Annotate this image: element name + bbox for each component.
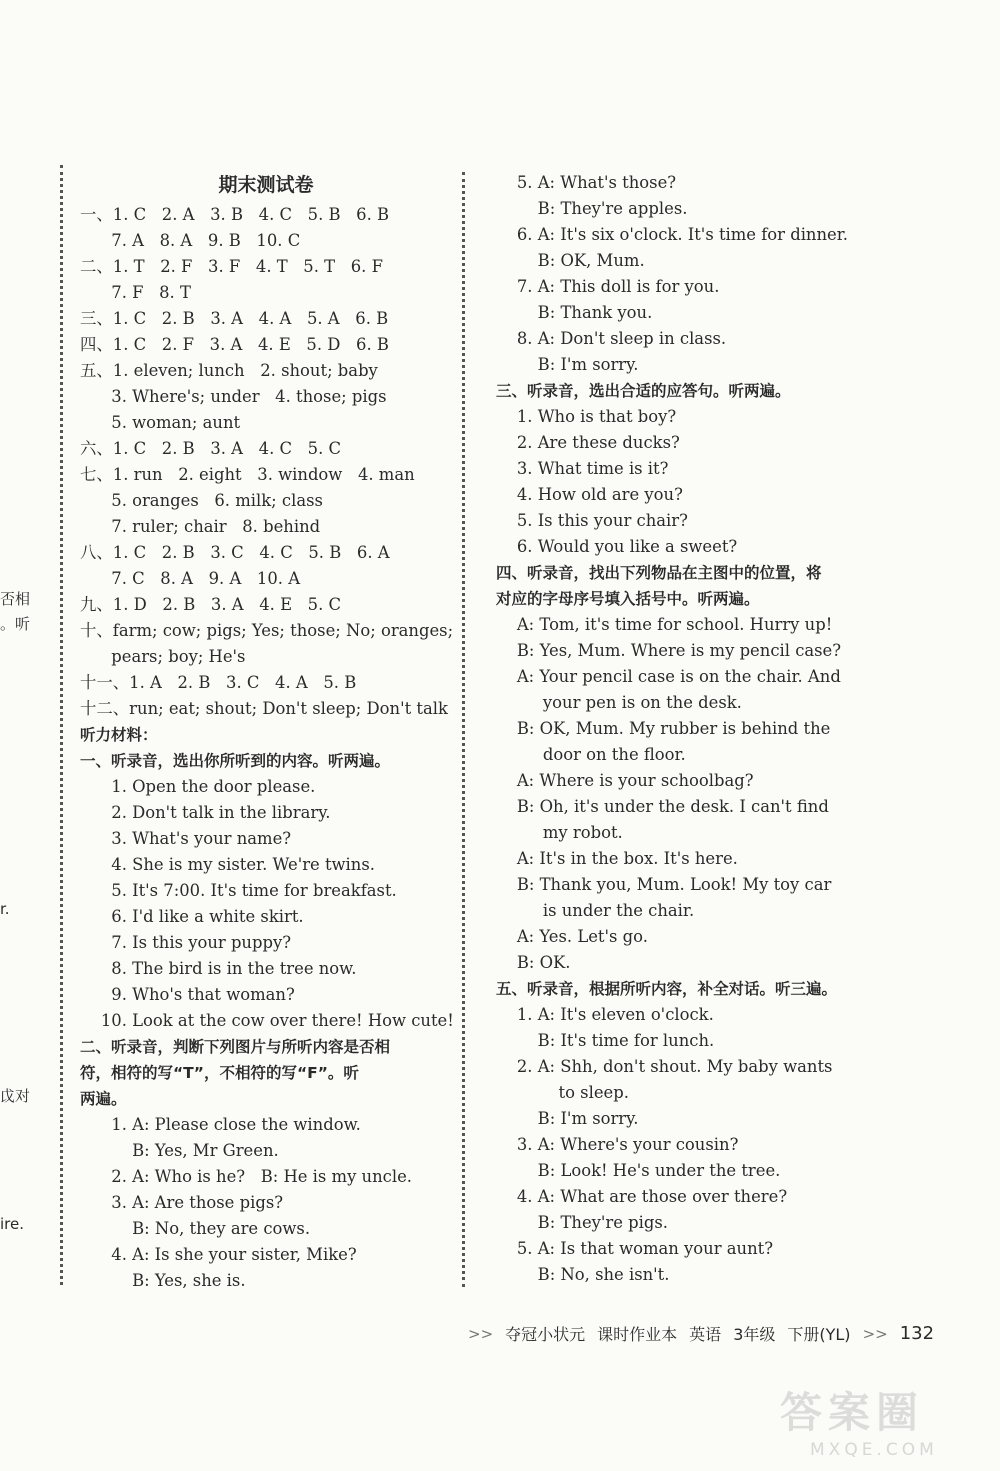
text-line: 3. What's your name? [80,829,292,848]
footer-grade: 3年级 [733,1325,776,1344]
footer-volume: 下册(YL) [787,1325,851,1344]
text-line: B: Thank you. [496,303,653,322]
text-line: 2. A: Who is he? B: He is my uncle. [80,1167,412,1186]
text-line: 7. F 8. T [80,283,191,302]
text-line: 四、1. C 2. F 3. A 4. E 5. D 6. B [80,335,389,354]
text-line: 2. A: Shh, don't shout. My baby wants [496,1057,833,1076]
text-line: 1. Who is that boy? [496,407,677,426]
text-line: B: OK, Mum. My rubber is behind the [496,719,831,738]
center-dotted-divider [462,172,465,1287]
text-line: 1. Open the door please. [80,777,316,796]
text-line: A: Your pencil case is on the chair. And [496,667,841,686]
text-line: 三、1. C 2. B 3. A 4. A 5. A 6. B [80,309,389,328]
text-line: 1. A: It's eleven o'clock. [496,1005,714,1024]
listening-script [496,170,966,1288]
text-line: 7. Is this your puppy? [80,933,292,952]
text-line: 6. Would you like a sweet? [496,537,738,556]
text-line: B: I'm sorry. [496,355,639,374]
text-line: 9. Who's that woman? [80,985,295,1004]
text-line: 4. How old are you? [496,485,683,504]
text-line: B: Yes, she is. [80,1271,246,1290]
watermark-url: MXQE.COM [810,1440,938,1460]
text-line: 2. Don't talk in the library. [80,803,331,822]
text-line: 三、听录音，选出合适的应答句。听两遍。 [496,382,791,400]
text-line: 3. A: Where's your cousin? [496,1135,739,1154]
text-line: 4. She is my sister. We're twins. [80,855,375,874]
text-line: B: Yes, Mum. Where is my pencil case? [496,641,842,660]
text-line: 一、听录音，选出你所听到的内容。听两遍。 [80,752,391,770]
page-title: 期末测试卷 [218,174,314,196]
text-line: 对应的字母序号填入括号中。听两遍。 [496,590,760,608]
footer-subject: 英语 [689,1325,722,1344]
text-line: 5. A: Is that woman your aunt? [496,1239,774,1258]
text-line: 十二、run; eat; shout; Don't sleep; Don't talk [80,699,448,718]
text-line: 符，相符的写“T”，不相符的写“F”。听 [80,1064,359,1082]
answer-list [80,202,452,1294]
footer-book: 课时作业本 [597,1325,678,1344]
text-line: B: No, they are cows. [80,1219,311,1238]
text-line: 六、1. C 2. B 3. A 4. C 5. C [80,439,342,458]
text-line: A: It's in the box. It's here. [496,849,738,868]
left-column [80,168,452,1294]
text-line: 1. A: Please close the window. [80,1115,361,1134]
text-line: B: Look! He's under the tree. [496,1161,781,1180]
clipped-margin-text: 戉对 [0,1087,31,1105]
text-line: 6. I'd like a white skirt. [80,907,304,926]
footer-arrow-icon: >> [862,1324,888,1343]
right-column [496,170,966,1288]
text-line: 8. The bird is in the tree now. [80,959,357,978]
text-line: 3. Where's; under 4. those; pigs [80,387,387,406]
text-line: B: They're apples. [496,199,688,218]
text-line: 四、听录音，找出下列物品在主图中的位置，将 [496,564,822,582]
text-line: 两遍。 [80,1090,127,1108]
text-line: to sleep. [496,1083,629,1102]
footer-arrow-icon: >> [468,1324,494,1343]
text-line: 5. It's 7:00. It's time for breakfast. [80,881,397,900]
text-line: 4. A: Is she your sister, Mike? [80,1245,357,1264]
clipped-margin-text: 否相 [0,590,31,608]
text-line: 3. What time is it? [496,459,669,478]
text-line: 5. A: What's those? [496,173,677,192]
page-number: 132 [899,1323,935,1344]
text-line: 5. woman; aunt [80,413,241,432]
text-line: 7. A: This doll is for you. [496,277,720,296]
text-line: 一、1. C 2. A 3. B 4. C 5. B 6. B [80,205,390,224]
text-line: 二、1. T 2. F 3. F 4. T 5. T 6. F [80,257,383,276]
text-line: B: Yes, Mr Green. [80,1141,279,1160]
text-line: 5. oranges 6. milk; class [80,491,323,510]
text-line: 4. A: What are those over there? [496,1187,788,1206]
text-line: door on the floor. [496,745,686,764]
text-line: B: I'm sorry. [496,1109,639,1128]
text-line: 6. A: It's six o'clock. It's time for dinner. [496,225,848,244]
text-line: B: It's time for lunch. [496,1031,715,1050]
text-line: 二、听录音，判断下列图片与所听内容是否相 [80,1038,391,1056]
text-line: 九、1. D 2. B 3. A 4. E 5. C [80,595,342,614]
text-line: 7. C 8. A 9. A 10. A [80,569,301,588]
text-line: A: Yes. Let's go. [496,927,648,946]
text-line: A: Tom, it's time for school. Hurry up! [496,615,833,634]
text-line: your pen is on the desk. [496,693,742,712]
text-line: B: OK. [496,953,571,972]
text-line: B: Thank you, Mum. Look! My toy car [496,875,832,894]
text-line: my robot. [496,823,623,842]
text-line: B: They're pigs. [496,1213,669,1232]
watermark-logo: 答案圈 [780,1388,925,1437]
text-line: 10. Look at the cow over there! How cute! [80,1011,454,1030]
text-line: B: OK, Mum. [496,251,645,270]
clipped-margin-text: r. [0,900,10,918]
text-line: B: No, she isn't. [496,1265,670,1284]
text-line: pears; boy; He's [80,647,246,666]
text-line: 8. A: Don't sleep in class. [496,329,727,348]
text-line: 五、1. eleven; lunch 2. shout; baby [80,361,378,380]
text-line: 5. Is this your chair? [496,511,688,530]
left-dotted-divider [60,165,63,1285]
text-line: A: Where is your schoolbag? [496,771,754,790]
text-line: 十、farm; cow; pigs; Yes; those; No; oranges; [80,621,454,640]
footer-brand: 夺冠小状元 [505,1325,586,1344]
text-line: 八、1. C 2. B 3. C 4. C 5. B 6. A [80,543,390,562]
text-line: 7. A 8. A 9. B 10. C [80,231,301,250]
text-line: 七、1. run 2. eight 3. window 4. man [80,465,415,484]
page-footer [468,1322,934,1345]
clipped-margin-text: ire. [0,1215,25,1233]
clipped-margin-text: 。听 [0,615,31,633]
text-line: 3. A: Are those pigs? [80,1193,284,1212]
text-line: 五、听录音，根据所听内容，补全对话。听三遍。 [496,980,838,998]
text-line: 十一、1. A 2. B 3. C 4. A 5. B [80,673,357,692]
text-line: 2. Are these ducks? [496,433,680,452]
text-line: is under the chair. [496,901,695,920]
text-line: B: Oh, it's under the desk. I can't find [496,797,829,816]
text-line: 7. ruler; chair 8. behind [80,517,321,536]
watermark [780,1380,990,1465]
text-line: 听力材料： [80,726,158,744]
